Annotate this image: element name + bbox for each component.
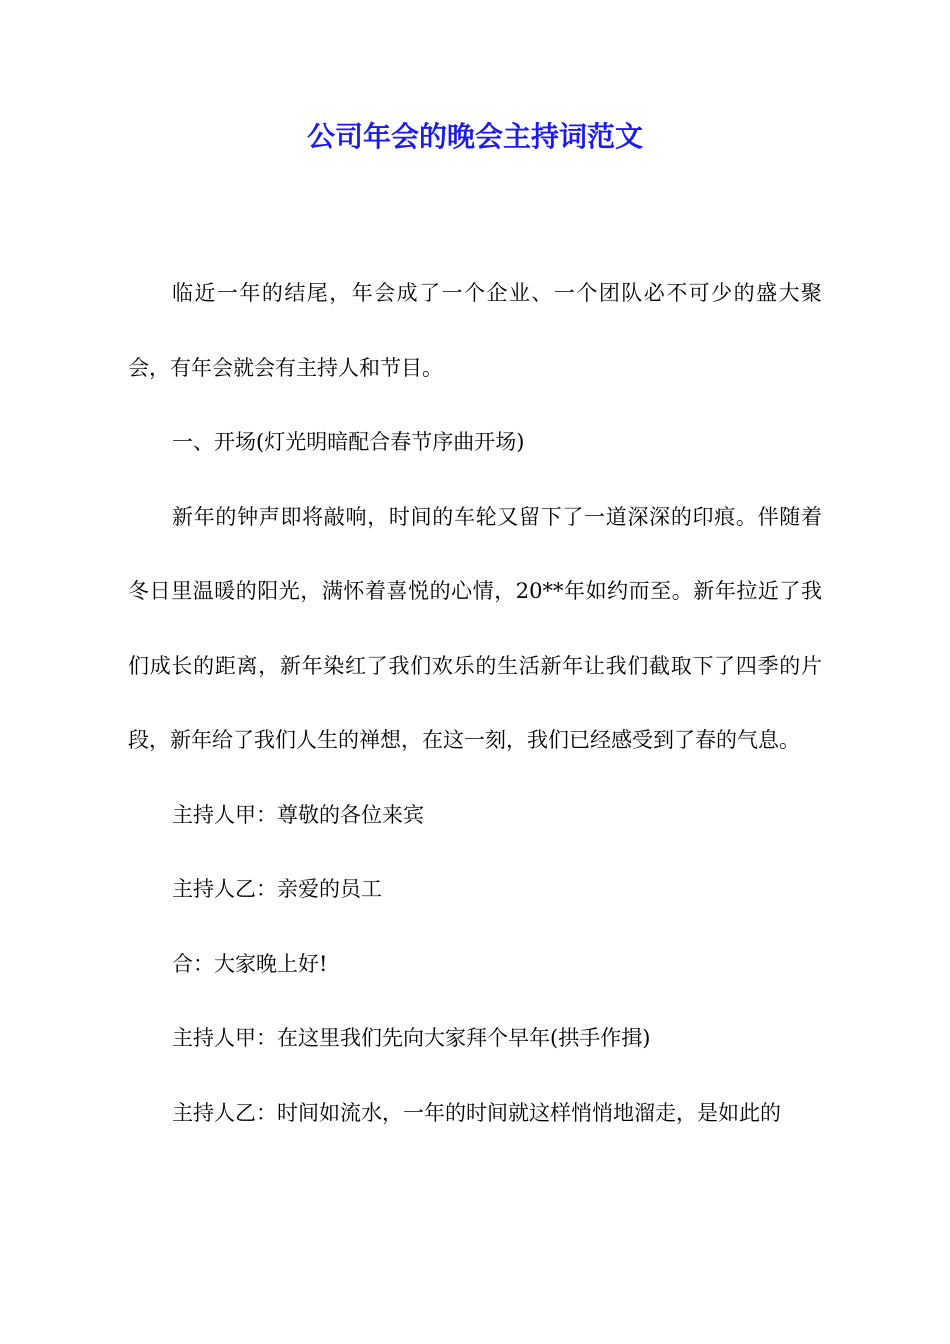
paragraph-host-b-line: 主持人乙：亲爱的员工 bbox=[172, 877, 382, 901]
paragraph-host-a-line: 主持人甲：尊敬的各位来宾 bbox=[172, 802, 424, 827]
paragraph-intro: 临近一年的结尾，年会成了一个企业、一个团队必不可少的盛大聚会，有年会就会有主持人和节目。 bbox=[128, 281, 822, 380]
document-title: 公司年会的晚会主持词范文 bbox=[306, 120, 643, 153]
paragraph-opening-speech: 新年的钟声即将敲响，时间的车轮又留下了一道深深的印痕。伴随着冬日里温暖的阳光，满怀着喜悦的心情，20**年如约而至。新年拉近了我们成长的距离，新年染红了我们欢乐的生活新年让我们截取下了四季的片段，新年给了我们人生的禅想，在这一刻，我们已经感受到了春的气息。 bbox=[128, 504, 822, 752]
paragraph-host-b-time: 主持人乙：时间如流水，一年的时间就这样悄悄地溜走，是如此的 bbox=[172, 1100, 781, 1125]
paragraph-together-line: 合：大家晚上好! bbox=[172, 951, 328, 976]
paragraph-section-heading: 一、开场(灯光明暗配合春节序曲开场) bbox=[172, 430, 525, 454]
document-body bbox=[128, 256, 822, 1150]
paragraph-host-a-greeting: 主持人甲：在这里我们先向大家拜个早年(拱手作揖) bbox=[172, 1026, 651, 1050]
